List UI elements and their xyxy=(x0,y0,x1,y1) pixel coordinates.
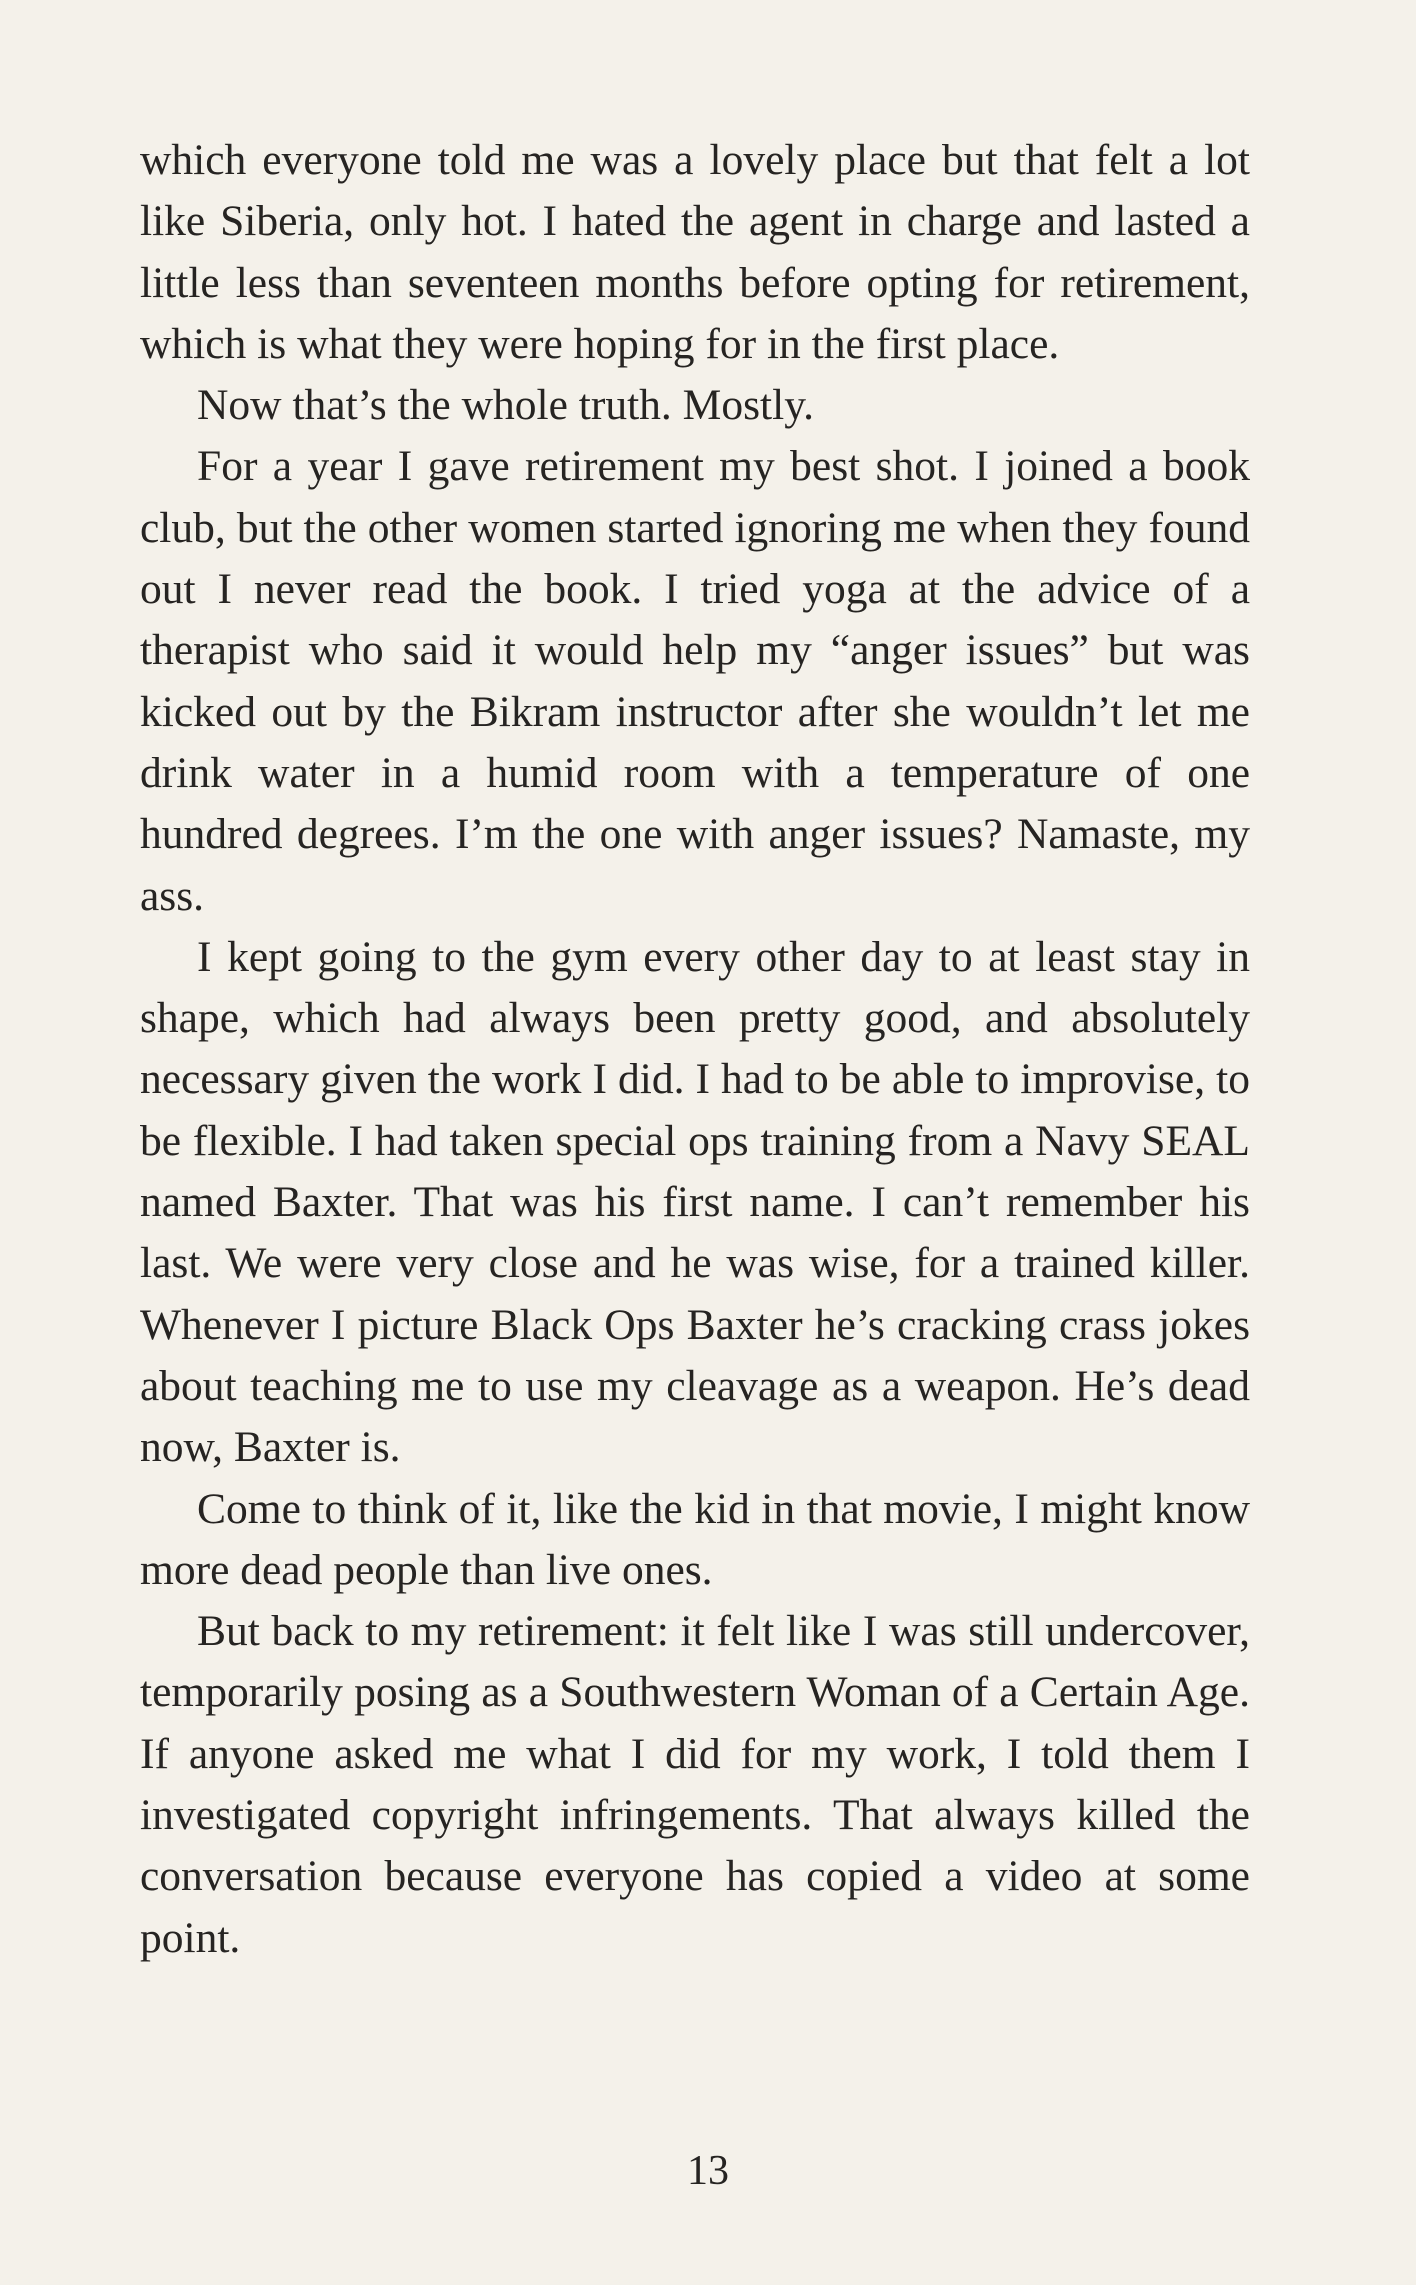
paragraph: For a year I gave retirement my best shot. I joined a book club, but the other women started ignoring me when they found out I never read the book. I tried yoga at the advice of a therapist who said it would help my “anger issues” but was kicked out by the Bikram instructor after she wouldn’t let me drink water in a humid room with a temperature of one hundred degrees. I’m the one with anger issues? Namaste, my ass. xyxy=(140,442,1250,920)
paragraph: Come to think of it, like the kid in that movie, I might know more dead people than live ones. xyxy=(140,1484,1250,1594)
body-text xyxy=(140,130,1250,1969)
paragraph: Now that’s the whole truth. Mostly. xyxy=(197,381,815,430)
paragraph: But back to my retirement: it felt like I was still undercover, temporarily posing as a Southwestern Woman of a Certain Age. If anyone asked me what I did for my work, I told them I investigated copyright infringements. That always killed the conversation because everyone has copied a video at some point. xyxy=(140,1607,1250,1962)
paragraph: I kept going to the gym every other day to at least stay in shape, which had always been pretty good, and absolutely necessary given the work I did. I had to be able to improvise, to be flexible. I had taken special ops training from a Navy SEAL named Baxter. That was his first name. I can’t remember his last. We were very close and he was wise, for a trained killer. Whenever I picture Black Ops Baxter he’s cracking crass jokes about teaching me to use my cleavage as a weapon. He’s dead now, Baxter is. xyxy=(140,932,1250,1472)
page-number: 13 xyxy=(687,2148,729,2194)
paragraph-continuation: which everyone told me was a lovely place but that felt a lot like Siberia, only hot. I hated the agent in charge and lasted a little less than seventeen months before opting for retirement, which is what they were hoping for in the first place. xyxy=(140,136,1250,368)
